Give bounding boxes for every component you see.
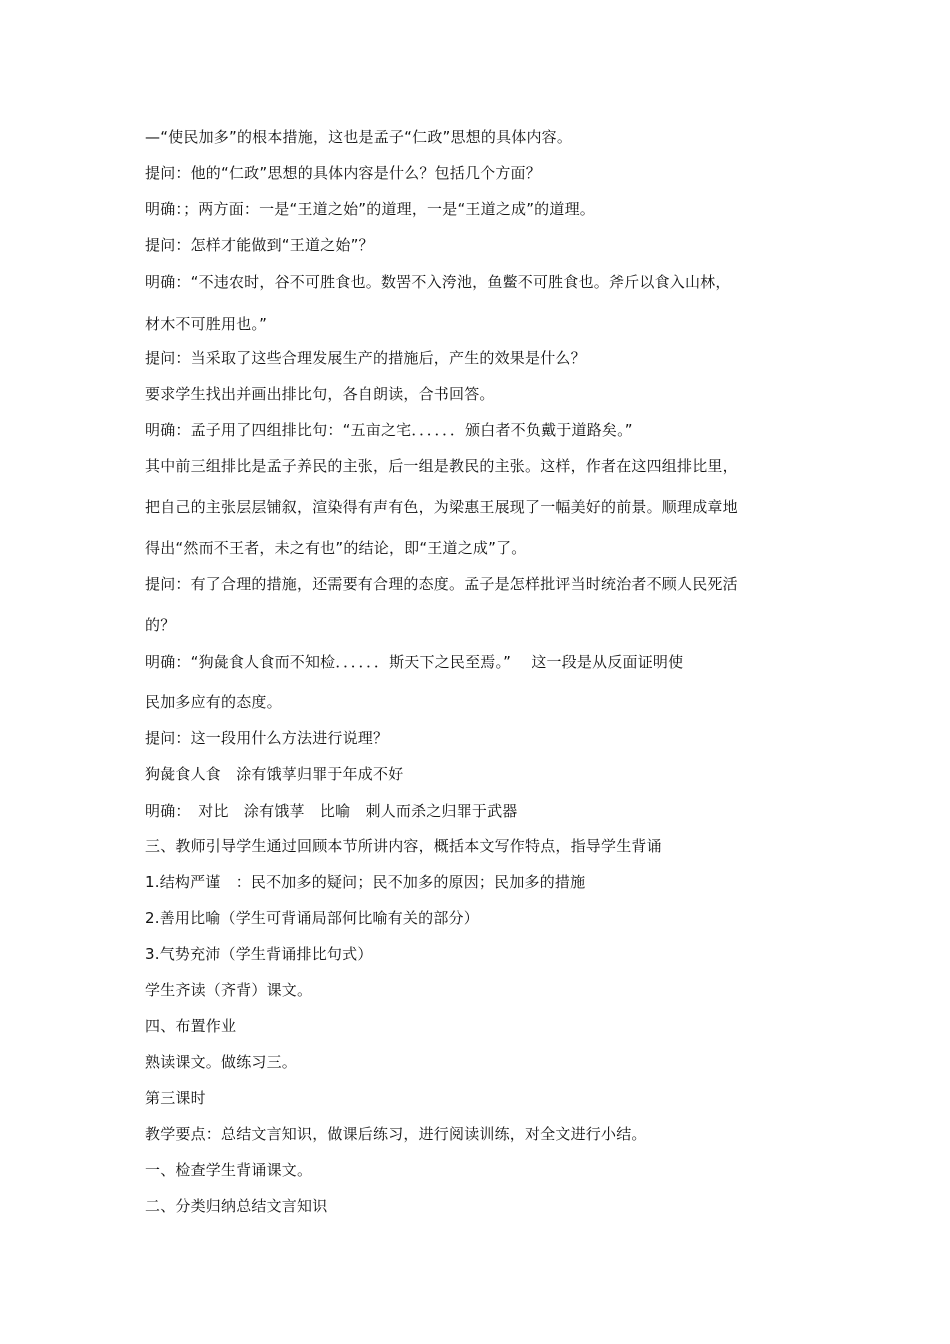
text-line: 狗彘食人食 涂有饿莩归罪于年成不好 — [145, 765, 404, 783]
text-line: 2.善用比喻（学生可背诵局部何比喻有关的部分） — [145, 909, 479, 927]
text-line: 材木不可胜用也。” — [145, 315, 268, 333]
text-line: 明确：“不违农时，谷不可胜食也。数罟不入洿池，鱼鳖不可胜食也。斧斤以食入山林， — [145, 273, 731, 291]
text-line: 把自己的主张层层铺叙，渲染得有声有色，为梁惠王展现了一幅美好的前景。顺理成章地 — [145, 498, 738, 516]
text-line: 三、教师引导学生通过回顾本节所讲内容，概括本文写作特点，指导学生背诵 — [145, 837, 662, 855]
text-line: 二、分类归纳总结文言知识 — [145, 1197, 328, 1215]
text-line: 明确：“狗彘食人食而不知检．．．．．．斯天下之民至焉。” 这一段是从反面证明使 — [145, 653, 684, 671]
text-line: 要求学生找出并画出排比句，各自朗读，合书回答。 — [145, 385, 495, 403]
text-line: 提问：他的“仁政”思想的具体内容是什么？包括几个方面？ — [145, 164, 541, 182]
text-line: 民加多应有的态度。 — [145, 693, 282, 711]
text-line: 学生齐读（齐背）课文。 — [145, 981, 313, 999]
text-line: 提问：当采取了这些合理发展生产的措施后，产生的效果是什么？ — [145, 349, 586, 367]
text-line: 的？ — [145, 616, 176, 634]
text-line: 其中前三组排比是孟子养民的主张，后一组是教民的主张。这样，作者在这四组排比里， — [145, 457, 738, 475]
text-line: 1.结构严谨 ：民不加多的疑问；民不加多的原因；民加多的措施 — [145, 873, 586, 891]
text-line: —“使民加多”的根本措施，这也是孟子“仁政”思想的具体内容。 — [145, 128, 573, 146]
text-line: 提问：怎样才能做到“王道之始”？ — [145, 236, 374, 254]
text-line: 提问：这一段用什么方法进行说理？ — [145, 729, 389, 747]
text-line: 明确：；两方面：一是“王道之始”的道理，一是“王道之成”的道理。 — [145, 200, 595, 218]
text-line: 教学要点：总结文言知识，做课后练习，进行阅读训练，对全文进行小结。 — [145, 1125, 647, 1143]
text-line: 明确：孟子用了四组排比句：“五亩之宅．．．．．．颁白者不负戴于道路矣。” — [145, 421, 633, 439]
text-line: 得出“然而不王者，未之有也”的结论，即“王道之成”了。 — [145, 539, 527, 557]
text-line: 明确： 对比 涂有饿莩 比喻 刺人而杀之归罪于武器 — [145, 802, 518, 820]
text-line: 熟读课文。做练习三。 — [145, 1053, 298, 1071]
text-line: 3.气势充沛（学生背诵排比句式） — [145, 945, 373, 963]
text-line: 一、检查学生背诵课文。 — [145, 1161, 313, 1179]
text-line: 四、布置作业 — [145, 1017, 237, 1035]
text-line: 第三课时 — [145, 1089, 206, 1107]
text-line: 提问：有了合理的措施，还需要有合理的态度。孟子是怎样批评当时统治者不顾人民死活 — [145, 575, 738, 593]
